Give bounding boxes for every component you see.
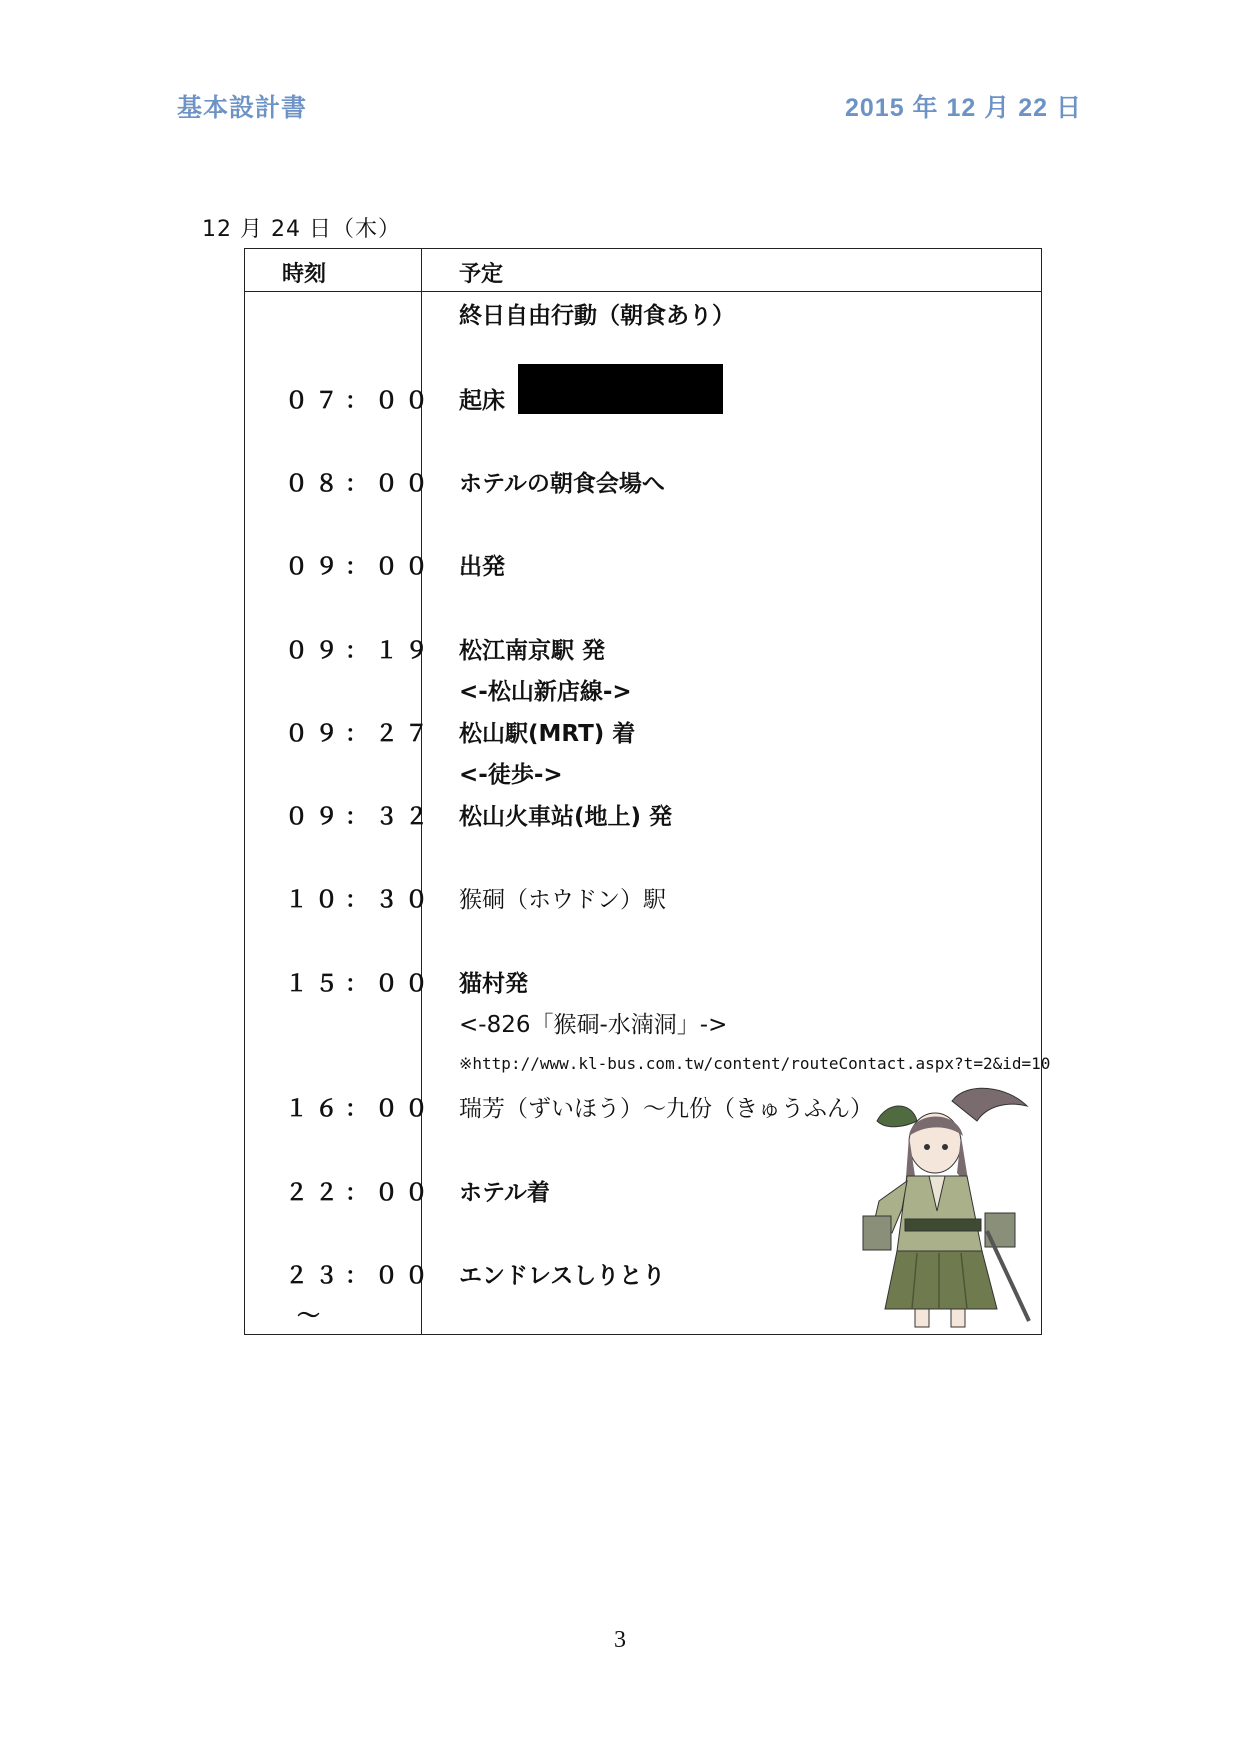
schedule-date-heading: 12 月 24 日（木）: [202, 217, 401, 242]
time-cell: ２３：００: [285, 1263, 435, 1289]
time-cell: １５：００: [285, 971, 435, 997]
document-date: 2015 年 12 月 22 日: [845, 94, 1082, 122]
time-cell: ０９：３２: [285, 804, 435, 830]
time-tilde: ～: [297, 1303, 320, 1329]
plan-cell: <-徒歩->: [459, 762, 563, 788]
time-cell: ０８：００: [285, 471, 435, 497]
plan-cell: ホテルの朝食会場へ: [459, 471, 665, 497]
plan-cell: 終日自由行動（朝食あり）: [459, 303, 735, 329]
plan-cell: エンドレスしりとり: [459, 1263, 666, 1289]
time-cell: ０９：１９: [285, 638, 435, 664]
plan-cell: 瑞芳（ずいほう）～九份（きゅうふん）: [459, 1096, 873, 1122]
plan-cell: 猴硐（ホウドン）駅: [459, 887, 666, 913]
plan-cell: <-826「猴硐-水湳洞」->: [459, 1012, 728, 1038]
header-plan: 予定: [459, 262, 504, 287]
plan-cell: 松江南京駅 発: [459, 638, 606, 664]
time-cell: １６：００: [285, 1096, 435, 1122]
plan-cell: <-松山新店線->: [459, 679, 632, 705]
time-cell: ０７：００: [285, 388, 435, 414]
redaction-box: [518, 364, 723, 414]
schedule-table: [244, 248, 1051, 1335]
header-time: 時刻: [282, 262, 327, 287]
document-title: 基本設計書: [177, 94, 308, 122]
time-cell: ０９：２７: [285, 721, 435, 747]
time-cell: ２２：００: [285, 1180, 435, 1206]
plan-cell: ホテル着: [459, 1180, 550, 1206]
page-number: 3: [614, 1627, 626, 1653]
time-cell: ０９：００: [285, 554, 435, 580]
plan-cell: 出発: [459, 554, 505, 580]
route-url-note: ※http://www.kl-bus.com.tw/content/routeContact.aspx?t=2&id=10: [459, 1054, 1051, 1073]
plan-cell: 猫村発: [459, 971, 528, 997]
plan-cell: 松山火車站(地上) 発: [459, 804, 673, 830]
plan-cell: 起床: [459, 388, 505, 414]
anime-character-illustration: [857, 1081, 1037, 1331]
plan-cell: 松山駅(MRT) 着: [459, 721, 636, 747]
time-cell: １０：３０: [285, 887, 435, 913]
table-header-row: [245, 249, 1041, 292]
